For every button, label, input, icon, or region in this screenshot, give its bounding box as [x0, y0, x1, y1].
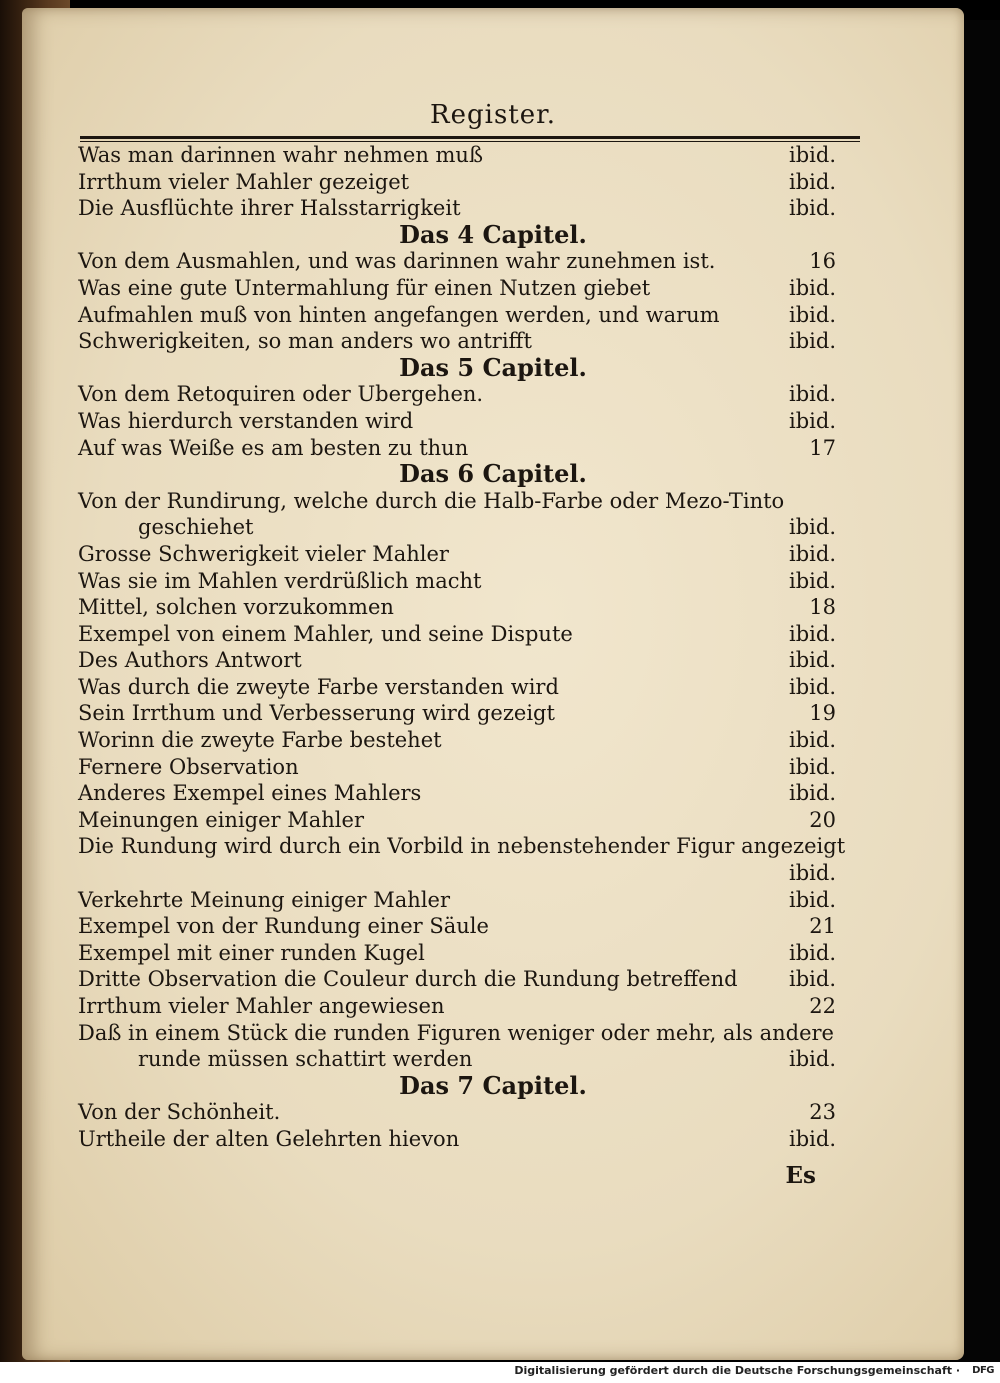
entry-page: 21 — [809, 914, 836, 939]
chapter-title: Das 5 Capitel. — [399, 352, 587, 382]
entry-text: Fernere Observation — [78, 754, 299, 779]
register-entry — [22, 408, 964, 435]
register-entry — [22, 860, 964, 887]
chapter-heading — [22, 219, 964, 249]
register-entry — [22, 674, 964, 701]
entry-page: ibid. — [789, 1126, 836, 1151]
entry-text: Aufmahlen muß von hinten angefangen werden, und warum — [78, 302, 720, 327]
register-entry — [22, 807, 964, 834]
entry-text: Dritte Observation die Couleur durch die Rundung betreffend — [78, 967, 738, 992]
entry-page: ibid. — [789, 408, 836, 433]
entry-text: geschiehet — [138, 515, 254, 540]
entry-text: Schwerigkeiten, so man anders wo antrifft — [78, 329, 532, 354]
entry-text: Was man darinnen wahr nehmen muß — [78, 143, 483, 167]
entry-page: ibid. — [789, 674, 836, 699]
entry-text: Die Rundung wird durch ein Vorbild in nebenstehender Figur angezeigt — [78, 834, 846, 859]
entry-text: Von dem Ausmahlen, und was darinnen wahr zunehmen ist. — [78, 249, 716, 274]
register-entry — [22, 488, 964, 515]
entry-text: Auf was Weiße es am besten zu thun — [78, 435, 469, 460]
entry-text: Was durch die zweyte Farbe verstanden wird — [78, 674, 559, 699]
register-entry — [22, 993, 964, 1020]
entry-page: ibid. — [789, 143, 836, 167]
register-entry — [22, 142, 964, 169]
register-entries — [22, 142, 964, 1153]
entry-page: ibid. — [789, 621, 836, 646]
entry-page: ibid. — [789, 329, 836, 354]
entry-page: ibid. — [789, 781, 836, 806]
chapter-heading — [22, 461, 964, 488]
entry-page: 18 — [809, 595, 836, 620]
register-entry — [22, 1099, 964, 1126]
register-entry — [22, 568, 964, 595]
entry-text: Von der Rundirung, welche durch die Halb-Farbe oder Mezo-Tinto — [78, 488, 785, 513]
entry-text: Des Authors Antwort — [78, 648, 302, 673]
register-entry — [22, 328, 964, 355]
entry-page: ibid. — [789, 541, 836, 566]
entry-text: Irrthum vieler Mahler angewiesen — [78, 994, 445, 1018]
entry-text: Verkehrte Meinung einiger Mahler — [78, 887, 451, 912]
entry-page: 17 — [809, 435, 836, 460]
dfg-logo: DFG — [972, 1365, 994, 1376]
entry-page: 23 — [809, 1100, 836, 1125]
chapter-title: Das 6 Capitel. — [399, 459, 587, 489]
entry-page: ibid. — [789, 382, 836, 407]
entry-text: Exempel von einem Mahler, und seine Dispute — [78, 621, 573, 646]
digitization-footer — [0, 1362, 1000, 1383]
register-entry — [22, 1126, 964, 1153]
entry-page: ibid. — [789, 275, 836, 300]
entry-text: Daß in einem Stück die runden Figuren weniger oder mehr, als andere — [78, 1020, 834, 1045]
entry-page: ibid. — [789, 967, 836, 992]
register-entry — [22, 647, 964, 674]
entry-page: ibid. — [789, 568, 836, 593]
scan-background — [960, 20, 1000, 1362]
entry-text: Was hierdurch verstanden wird — [78, 408, 414, 433]
register-entry — [22, 754, 964, 781]
register-entry — [22, 966, 964, 993]
register-entry — [22, 833, 964, 860]
chapter-heading — [22, 1070, 964, 1100]
entry-text: Was sie im Mahlen verdrüßlich macht — [78, 568, 482, 593]
register-entry — [22, 727, 964, 754]
register-entry — [22, 780, 964, 807]
entry-text: Exempel mit einer runden Kugel — [78, 940, 425, 965]
chapter-title: Das 4 Capitel. — [399, 219, 587, 249]
register-entry — [22, 621, 964, 648]
entry-page: ibid. — [789, 940, 836, 965]
register-entry — [22, 1046, 964, 1073]
entry-text: runde müssen schattirt werden — [138, 1047, 473, 1072]
register-entry — [22, 940, 964, 967]
register-entry — [22, 887, 964, 914]
register-entry — [22, 594, 964, 621]
register-entry — [22, 381, 964, 408]
entry-page: ibid. — [789, 169, 836, 194]
entry-page: ibid. — [789, 861, 836, 886]
register-entry — [22, 700, 964, 727]
entry-page: 20 — [809, 807, 836, 832]
entry-page: ibid. — [789, 754, 836, 779]
entry-page: ibid. — [789, 1047, 836, 1072]
register-entry — [22, 541, 964, 568]
entry-text: Grosse Schwerigkeit vieler Mahler — [78, 541, 449, 566]
chapter-heading — [22, 352, 964, 382]
register-entry — [22, 169, 964, 196]
entry-text: Was eine gute Untermahlung für einen Nutzen giebet — [78, 275, 651, 300]
entry-page: ibid. — [789, 196, 836, 221]
entry-text: Meinungen einiger Mahler — [78, 807, 364, 832]
funding-credit: Digitalisierung gefördert durch die Deutsche Forschungsgemeinschaft · — [514, 1364, 960, 1377]
entry-page: ibid. — [789, 887, 836, 912]
entry-text: Anderes Exempel eines Mahlers — [78, 781, 422, 806]
register-entry — [22, 248, 964, 275]
entry-text: Von der Schönheit. — [78, 1100, 281, 1125]
entry-page: ibid. — [789, 728, 836, 753]
entry-page: ibid. — [789, 302, 836, 327]
entry-text: Sein Irrthum und Verbesserung wird gezeigt — [78, 701, 555, 726]
register-entry — [22, 275, 964, 302]
book-page — [22, 8, 964, 1360]
entry-text: Von dem Retoquiren oder Ubergehen. — [78, 382, 484, 407]
entry-text: Urtheile der alten Gelehrten hievon — [78, 1126, 460, 1151]
header-rule — [80, 136, 860, 139]
register-entry — [22, 302, 964, 329]
register-entry — [22, 195, 964, 222]
register-entry — [22, 435, 964, 462]
entry-text: Irrthum vieler Mahler gezeiget — [78, 169, 410, 194]
entry-page: 22 — [809, 994, 836, 1018]
register-entry — [22, 1020, 964, 1047]
entry-page: ibid. — [789, 515, 836, 540]
chapter-title: Das 7 Capitel. — [399, 1070, 587, 1100]
entry-text: Mittel, solchen vorzukommen — [78, 595, 394, 620]
register-entry — [22, 514, 964, 541]
running-head: Register. — [430, 100, 556, 130]
entry-page: 19 — [809, 701, 836, 726]
entry-page: ibid. — [789, 648, 836, 673]
register-entry — [22, 913, 964, 940]
entry-text: Worinn die zweyte Farbe bestehet — [78, 728, 442, 753]
entry-text: Exempel von der Rundung einer Säule — [78, 914, 489, 939]
entry-page: 16 — [809, 249, 836, 274]
catchword: Es — [785, 1162, 816, 1189]
entry-text: Die Ausflüchte ihrer Halsstarrigkeit — [78, 196, 461, 221]
